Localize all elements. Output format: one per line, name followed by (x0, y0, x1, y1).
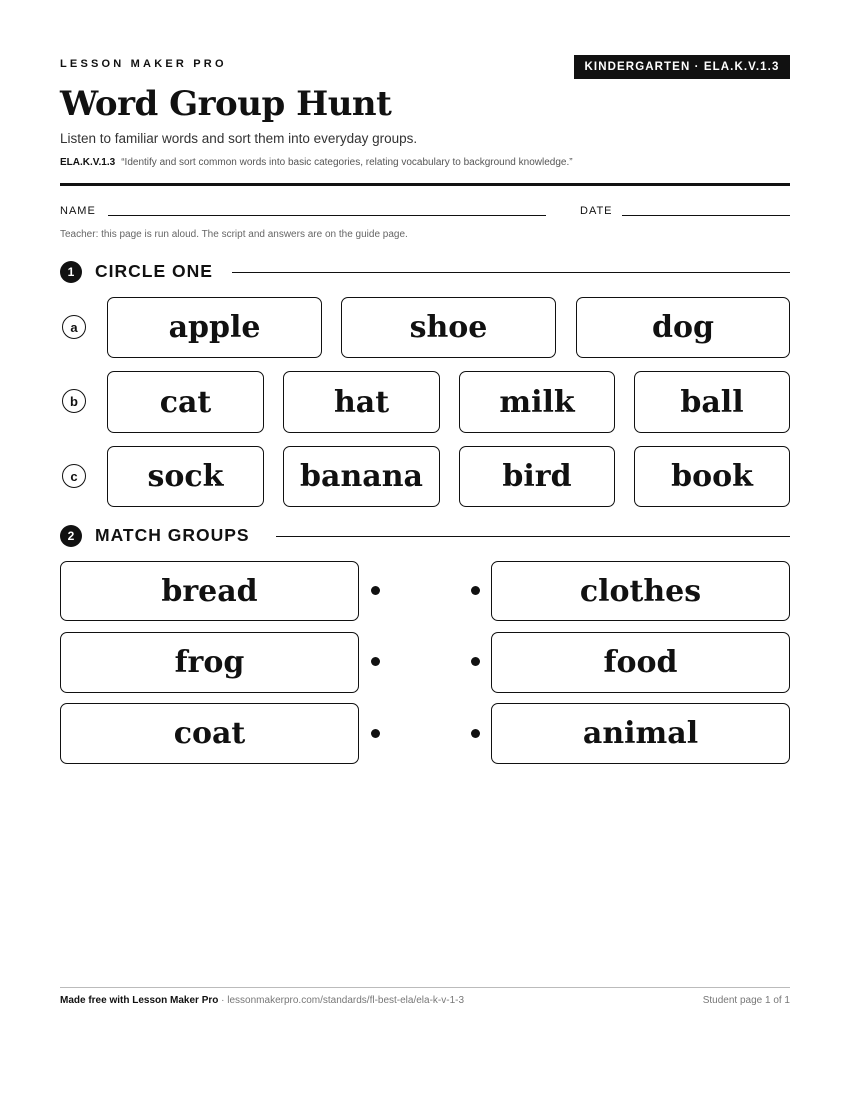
header-divider (60, 183, 790, 186)
word-choice-dog[interactable]: dog (576, 297, 790, 358)
match-right-dot-1[interactable] (471, 586, 480, 595)
word-choice-bird[interactable]: bird (459, 446, 615, 507)
standard-description: “Identify and sort common words into basic categories, relating vocabulary to background knowledge.” (121, 157, 573, 168)
section-2-number: 2 (60, 525, 82, 547)
name-label: NAME (60, 205, 96, 217)
row-b-marker: b (62, 389, 86, 413)
grade-standard-badge: KINDERGARTEN · ELA.K.V.1.3 (574, 55, 790, 79)
word-choice-cat[interactable]: cat (107, 371, 264, 433)
match-right-dot-2[interactable] (471, 657, 480, 666)
word-choice-shoe[interactable]: shoe (341, 297, 556, 358)
match-right-animal[interactable]: animal (491, 703, 790, 764)
word-choice-milk[interactable]: milk (459, 371, 615, 433)
word-choice-apple[interactable]: apple (107, 297, 322, 358)
row-a-marker: a (62, 315, 86, 339)
match-left-dot-1[interactable] (371, 586, 380, 595)
match-right-dot-3[interactable] (471, 729, 480, 738)
section-1-rule (232, 272, 790, 273)
match-right-clothes[interactable]: clothes (491, 561, 790, 621)
match-left-coat[interactable]: coat (60, 703, 359, 764)
footer-credit (60, 995, 464, 1006)
footer-made-with: Made free with Lesson Maker Pro (60, 995, 219, 1006)
row-c-marker: c (62, 464, 86, 488)
word-choice-book[interactable]: book (634, 446, 790, 507)
section-1-title: CIRCLE ONE (95, 261, 213, 281)
teacher-note: Teacher: this page is run aloud. The script and answers are on the guide page. (60, 229, 408, 240)
word-choice-ball[interactable]: ball (634, 371, 790, 433)
date-label: DATE (580, 205, 613, 217)
date-field-line[interactable] (622, 215, 790, 216)
brand-name: LESSON MAKER PRO (60, 58, 227, 70)
section-1-number: 1 (60, 261, 82, 283)
match-right-food[interactable]: food (491, 632, 790, 693)
footer-page-number: Student page 1 of 1 (702, 995, 790, 1006)
section-2-title: MATCH GROUPS (95, 525, 250, 545)
page-subtitle: Listen to familiar words and sort them into everyday groups. (60, 131, 418, 146)
match-left-dot-2[interactable] (371, 657, 380, 666)
section-2-rule (276, 536, 790, 537)
word-choice-banana[interactable]: banana (283, 446, 440, 507)
word-choice-sock[interactable]: sock (107, 446, 264, 507)
match-left-bread[interactable]: bread (60, 561, 359, 621)
footer-url[interactable]: · lessonmakerpro.com/standards/fl-best-ela/ela-k-v-1-3 (218, 995, 465, 1006)
match-left-dot-3[interactable] (371, 729, 380, 738)
match-left-frog[interactable]: frog (60, 632, 359, 693)
page-title: Word Group Hunt (60, 84, 392, 124)
standard-code: ELA.K.V.1.3 (60, 157, 116, 168)
word-choice-hat[interactable]: hat (283, 371, 440, 433)
footer-divider (60, 987, 790, 988)
standard-line (60, 157, 573, 168)
name-field-line[interactable] (108, 215, 546, 216)
